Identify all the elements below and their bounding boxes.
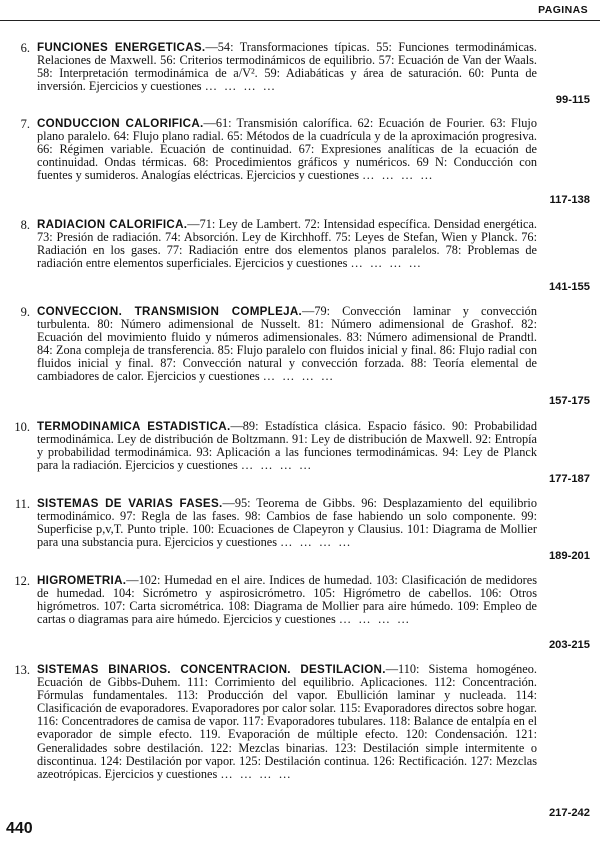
entry-body: —79: Convección laminar y convección turbulenta. 80: Número adimensional de Nusselt. 81: Número adimensional de Grashof. 82: Ecuación del movimiento fluido y números adimensionales. 83: Número adimensional de Prandtl. 84: Zona compleja de transferencia. 85: Flujo paralelo con fluidos inicial y final. 86: Flujo radial con fluidos inicial y final. 87: Convección natural y convección forzada. 88: Teoría elemental de cambiadores de calor. Ejercicios y cuestiones [37,304,537,384]
entry-body: —71: Ley de Lambert. 72: Intensidad específica. Densidad energética. 73: Presión de radiación. 74: Absorción. Ley de Kirchhoff. 75: Leyes de Stefan, Wien y Planck. 76: Radiación en los gases. 77: Radiación entre dos elementos planos paralelos. 78: Problemas de radiación entre elementos superficiales. Ejercicios y cuestiones [37,217,537,271]
entry-pages: 117-138 [549,194,590,206]
entry-pages: 99-115 [555,94,590,106]
entry-body: —110: Sistema homogéneo. Ecuación de Gibbs-Duhem. 111: Corrimiento del equilibrio. Aplicaciones. 112: Concentración. Fórmulas fundamentales. 113: Producción del vapor. Ebullición laminar y nucleada. 114: Clasificación de evaporadores. Evaporadores por calor solar. 115: Evaporadores directos sobre hogar. 116: Concentradores de camisa de vapor. 117: Evaporadores tubulares. 118: Balance de entalpía en el evaporador de simple efecto. 119. Evaporación de múltiple efecto. 120: Condensación. 121: Generalidades sobre destilación. 122: Mezclas binarias. 123: Destilación simple intermitente o discontinua. 124: Destilación por vapor. 125: Destilación continua. 126: Rectificación. 127: Mezclas azeotrópicas. Ejercicios y cuestiones [37,662,537,781]
entry-pages: 189-201 [548,550,590,562]
entry-text [37,41,537,93]
entry-body: —89: Estadística clásica. Espacio fásico. 90: Probabilidad termodinámica. Ley de distribución de Boltzmann. 91: Ley de distribución de Maxwell. 92: Entropía y probabilidad termodinámica. 93: Aplicación a las funciones termodinámicas. 94: Ley de Planck para la radiación. Ejercicios y cuestiones [37,419,537,473]
leader-dots: … … … … [362,168,435,183]
entry-text [37,663,537,781]
entry-text [37,497,537,549]
entry-text [37,420,537,472]
entry-pages: 157-175 [548,395,590,407]
entry-number: 7. [20,117,30,131]
page-number: 440 [6,820,33,837]
entry-number: 10. [14,420,30,434]
entry-body: —102: Humedad en el aire. Indices de humedad. 103: Clasificación de medidores de humedad. 104: Sicrómetro y aspirosicrómetro. 105: Higrómetro de cabellos. 106: Otros higrómetros. 107: Carta sicrométrica. 108: Diagrama de Mollier para aire húmedo. 109: Empleo de cartas o diagramas para aire húmedo. Ejercicios y cuestiones [37,573,537,627]
page-header-paginas: PAGINAS [538,4,588,16]
entry-number: 11. [14,497,30,511]
entry-number: 9. [20,305,30,319]
entry-title: CONDUCCION CALORIFICA. [37,117,204,130]
entry-pages: 141-155 [548,281,590,293]
leader-dots: … … … … [220,766,293,781]
entry-body: —54: Transformaciones típicas. 55: Funciones termodinámicas. Relaciones de Maxwell. 56: Criterios termodinámicos de equilibrio. 57: Ecuación de Van der Waals. 58: Interpretación termodinámica de a/V². 59: Adiabáticas y área de saturación. 60: Punta de inversión. Ejercicios y cuestiones [37,40,537,94]
entry-pages: 177-187 [548,473,590,485]
entry-pages: 217-242 [548,807,590,819]
entry-text [37,218,537,270]
leader-dots: … … … … [240,458,314,473]
entry-number: 6. [20,41,30,55]
leader-dots: … … … … [350,256,423,271]
entry-title: CONVECCION. TRANSMISION COMPLEJA. [37,305,303,318]
leader-dots: … … … … [262,369,336,384]
entry-text [37,305,537,384]
entry-title: SISTEMAS BINARIOS. CONCENTRACION. DESTILACION. [37,663,386,676]
entry-pages: 203-215 [548,639,590,651]
entry-number: 13. [14,663,30,677]
entry-title: HIGROMETRIA. [37,574,127,587]
leader-dots: … … … … [338,612,412,627]
entry-text [37,117,537,182]
entry-number: 8. [20,218,30,232]
leader-dots: … … … … [280,535,353,550]
entry-number: 12. [14,574,30,588]
entry-body: —95: Teorema de Gibbs. 96: Desplazamiento del equilibrio termodinámico. 97: Regla de las fases. 98: Cambios de fase habiendo un solo componente. 99: Superficise p,v,T. Punto triple. 100: Ecuaciones de Clapeyron y Clausius. 101: Diagrama de Mollier para una substancia pura. Ejercicios y cuestiones [37,496,538,550]
entry-title: TERMODINAMICA ESTADISTICA. [37,420,231,433]
entry-text [37,574,537,626]
entry-body: —61: Transmisión calorífica. 62: Ecuación de Fourier. 63: Flujo plano paralelo. 64: Flujo plano radial. 65: Métodos de la cuadrícula y de la aproximación progresiva. 66: Régimen variable. Ecuación de continuidad. 67: Expresiones analíticas de la ecuación de continuidad. Ondas térmicas. 68: Procedimientos gráficos y numéricos. 69 N: Conducción con fuentes y sumideros. Analogías eléctricas. Ejercicios y cuestiones [37,116,537,183]
header-rule [0,20,600,21]
leader-dots: … … … … [204,79,278,94]
entry-title: RADIACION CALORIFICA. [37,218,188,231]
entry-title: SISTEMAS DE VARIAS FASES. [37,497,223,510]
entry-title: FUNCIONES ENERGETICAS. [37,41,206,54]
